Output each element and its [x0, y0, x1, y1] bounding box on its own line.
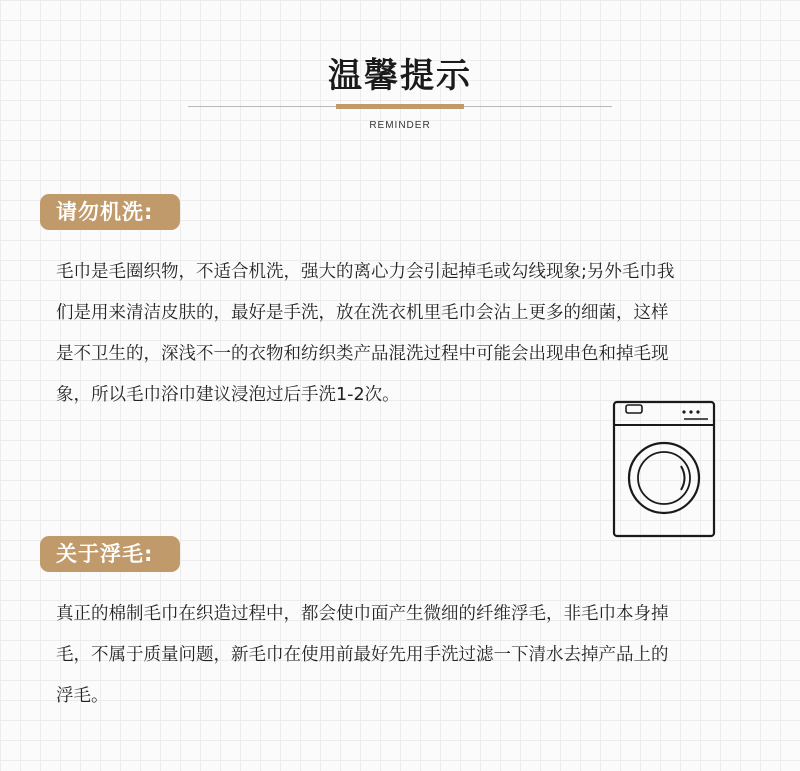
section-badge-no-machine-wash: 请勿机洗:: [40, 194, 180, 230]
text-line: 们是用来清洁皮肤的，最好是手洗，放在洗衣机里毛巾会沾上更多的细菌，这样: [56, 303, 669, 323]
text-line: 象，所以毛巾浴巾建议浸泡过后手洗1-2次。: [56, 385, 400, 405]
text-line: 毛，不属于质量问题，新毛巾在使用前最好先用手洗过滤一下清水去掉产品上的: [56, 645, 669, 665]
title-divider-accent: [336, 104, 464, 109]
section-badge-about-lint: 关于浮毛:: [40, 536, 180, 572]
text-line: 浮毛。: [56, 686, 109, 706]
section-text-no-machine-wash: [56, 252, 766, 416]
text-line: 真正的棉制毛巾在织造过程中，都会使巾面产生微细的纤维浮毛，非毛巾本身掉: [56, 604, 669, 624]
page-subtitle: REMINDER: [369, 120, 431, 131]
text-line: 毛巾是毛圈织物，不适合机洗，强大的离心力会引起掉毛或勾线现象;另外毛巾我: [56, 262, 675, 282]
page-title: 温馨提示: [328, 56, 472, 96]
washing-machine-icon: [612, 400, 716, 538]
text-line: 是不卫生的，深浅不一的衣物和纺织类产品混洗过程中可能会出现串色和掉毛现: [56, 344, 669, 364]
section-text-about-lint: [56, 594, 766, 717]
